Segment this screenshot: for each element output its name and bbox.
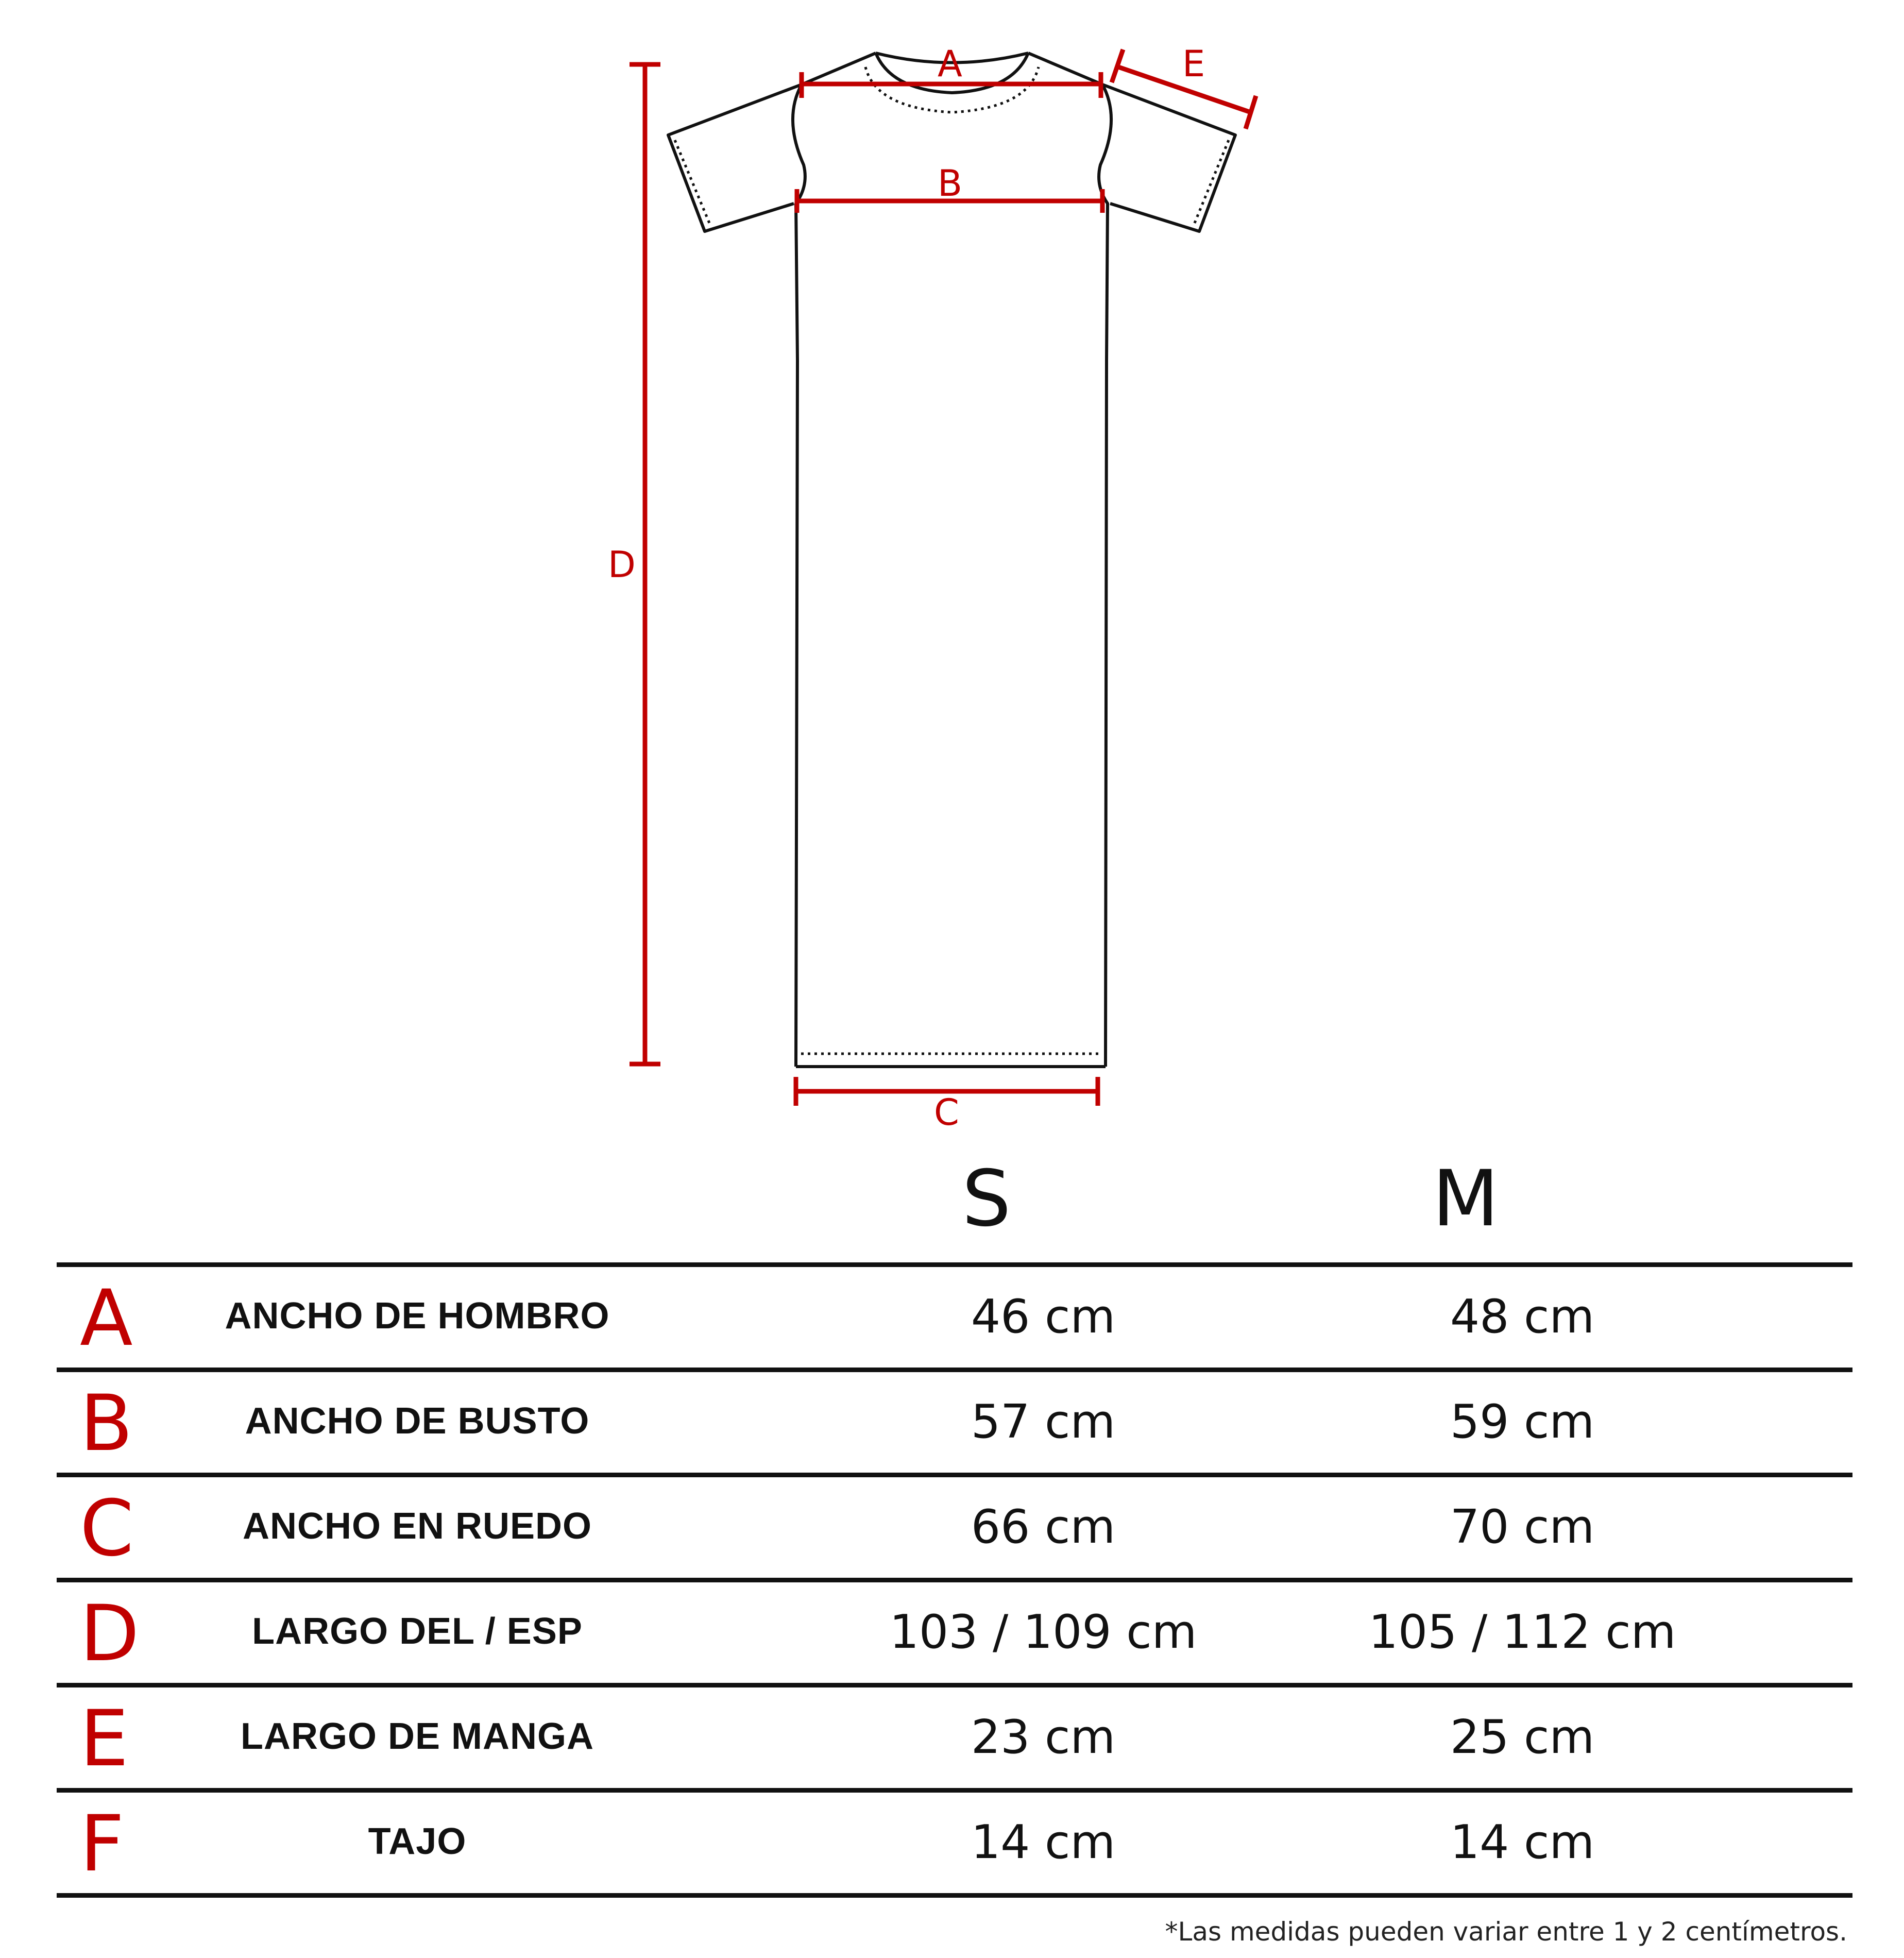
row-label: ANCHO EN RUEDO — [242, 1506, 592, 1547]
value-m: 59 cm — [1450, 1395, 1595, 1449]
table-row — [57, 1683, 1852, 1788]
label-d: D — [608, 544, 636, 586]
table-row — [57, 1578, 1852, 1683]
value-m: 105 / 112 cm — [1368, 1605, 1676, 1659]
row-label: LARGO DE MANGA — [241, 1716, 594, 1757]
row-label: ANCHO DE BUSTO — [245, 1400, 590, 1442]
size-header-s: S — [962, 1154, 1011, 1244]
value-s: 46 cm — [971, 1290, 1116, 1344]
size-table — [57, 1262, 1852, 1898]
row-letter: D — [80, 1589, 140, 1679]
value-m: 14 cm — [1450, 1815, 1595, 1869]
row-label: LARGO DEL / ESP — [252, 1611, 583, 1652]
value-m: 48 cm — [1450, 1290, 1595, 1344]
value-s: 103 / 109 cm — [889, 1605, 1197, 1659]
row-letter: E — [80, 1694, 129, 1784]
label-c: C — [934, 1091, 959, 1134]
value-m: 25 cm — [1450, 1710, 1595, 1764]
measurement-lines — [630, 49, 1256, 1106]
label-e: E — [1182, 43, 1205, 85]
value-s: 66 cm — [971, 1500, 1116, 1554]
row-letter: A — [80, 1274, 133, 1363]
row-letter: C — [80, 1484, 134, 1574]
row-label: ANCHO DE HOMBRO — [225, 1295, 610, 1337]
row-letter: F — [80, 1799, 125, 1889]
value-s: 14 cm — [971, 1815, 1116, 1869]
value-m: 70 cm — [1450, 1500, 1595, 1554]
footnote: *Las medidas pueden variar entre 1 y 2 centímetros. — [1165, 1917, 1847, 1947]
label-b: B — [938, 162, 963, 205]
table-row — [57, 1368, 1852, 1473]
value-s: 23 cm — [971, 1710, 1116, 1764]
value-s: 57 cm — [971, 1395, 1116, 1449]
row-letter: B — [80, 1379, 133, 1468]
row-label: TAJO — [368, 1821, 467, 1862]
dress-outline — [668, 53, 1235, 1067]
table-row — [57, 1262, 1852, 1368]
label-a: A — [938, 43, 962, 85]
table-row — [57, 1788, 1852, 1898]
table-row — [57, 1473, 1852, 1578]
size-header-m: M — [1432, 1154, 1499, 1244]
